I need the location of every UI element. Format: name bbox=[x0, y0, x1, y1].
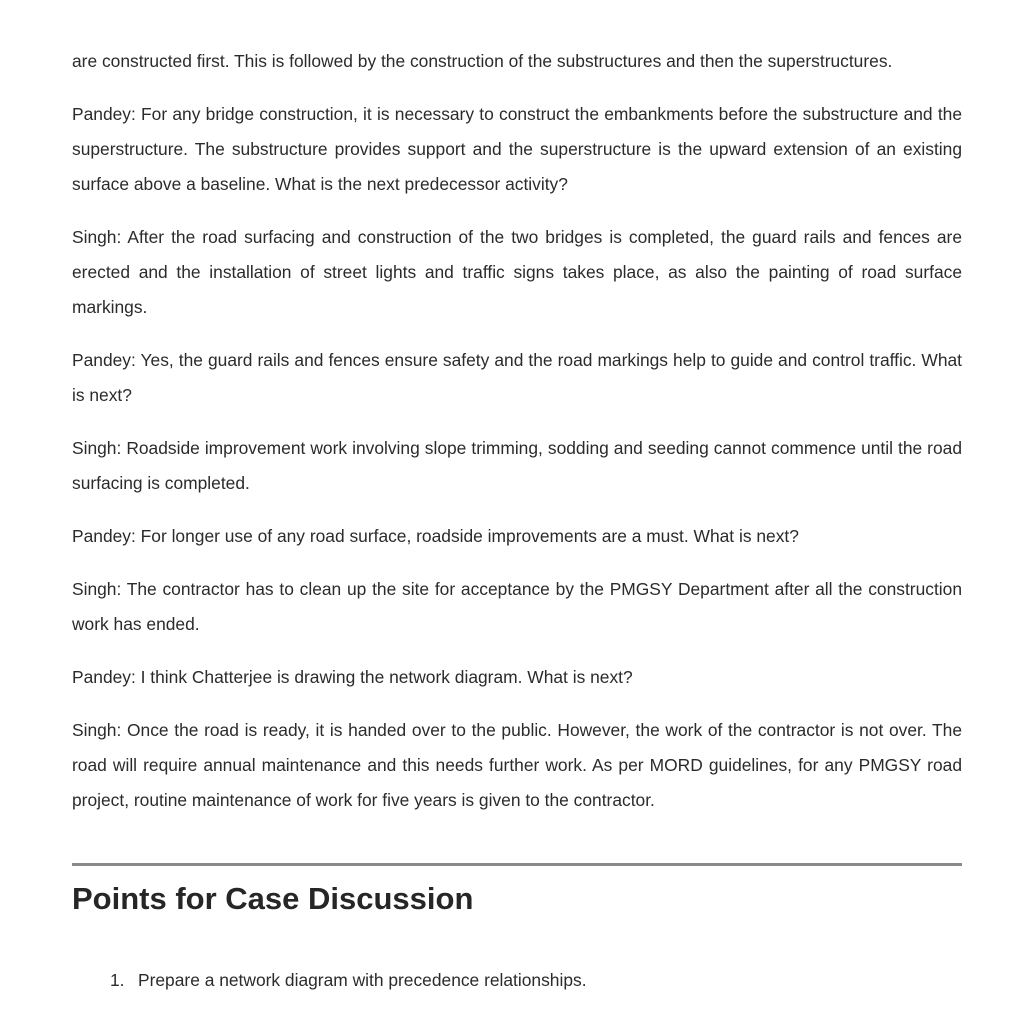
list-item-text: Prepare a network diagram with precedence relationships. bbox=[138, 970, 587, 990]
paragraph-singh-surfacing: Singh: After the road surfacing and construction of the two bridges is completed, the guard rails and fences are erected and the installation of street lights and traffic signs takes place, as also the painting of road surface markings. bbox=[72, 227, 962, 317]
paragraph-pandey-improvements: Pandey: For longer use of any road surface, roadside improvements are a must. What is next? bbox=[72, 526, 799, 546]
paragraph-singh-cleanup: Singh: The contractor has to clean up the site for acceptance by the PMGSY Department after all the construction work has ended. bbox=[72, 579, 962, 634]
list-item-number: 1. bbox=[110, 970, 125, 990]
paragraph-singh-maintenance: Singh: Once the road is ready, it is handed over to the public. However, the work of the contractor is not over. The road will require annual maintenance and this needs further work. As per MORD guidelines, for any PMGSY road project, routine maintenance of work for five years is given to the contractor. bbox=[72, 720, 962, 810]
section-heading: Points for Case Discussion bbox=[72, 881, 474, 916]
discussion-points-list bbox=[72, 966, 962, 994]
paragraph-pandey-bridge: Pandey: For any bridge construction, it is necessary to construct the embankments before the substructure and the superstructure. The substructure provides support and the superstructure is the upward extension of an existing surface above a baseline. What is the next predecessor activity? bbox=[72, 104, 962, 194]
document-page bbox=[72, 44, 962, 994]
paragraph-singh-roadside: Singh: Roadside improvement work involving slope trimming, sodding and seeding cannot commence until the road surfacing is completed. bbox=[72, 438, 962, 493]
section-divider bbox=[72, 863, 962, 866]
paragraph-pandey-safety: Pandey: Yes, the guard rails and fences ensure safety and the road markings help to guide and control traffic. What is next? bbox=[72, 350, 962, 405]
list-item bbox=[110, 966, 962, 994]
paragraph-continuation: are constructed first. This is followed by the construction of the substructures and then the superstructures. bbox=[72, 51, 893, 71]
paragraph-pandey-diagram: Pandey: I think Chatterjee is drawing the network diagram. What is next? bbox=[72, 667, 633, 687]
